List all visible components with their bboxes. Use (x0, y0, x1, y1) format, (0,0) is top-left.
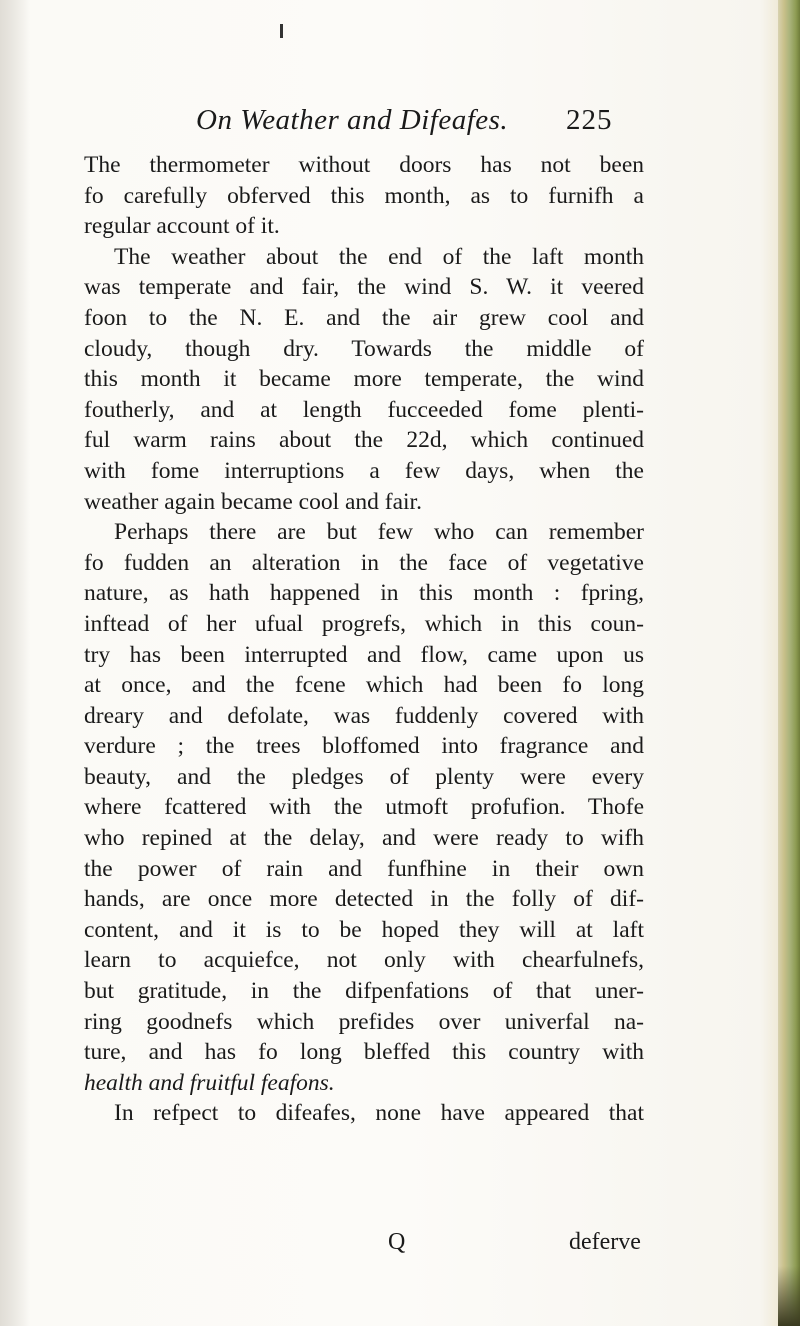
text-line: Perhaps there are but few who can remember (114, 519, 644, 546)
text-line: try has been interrupted and flow, came upon us (84, 641, 644, 668)
text-line: with fome interruptions a few days, when the (84, 457, 644, 484)
text-line: regular account of it. (84, 213, 280, 240)
text-line: but gratitude, in the difpenfations of that uner- (84, 978, 644, 1005)
text-line: foon to the N. E. and the air grew cool and (84, 304, 644, 331)
text-line: nature, as hath happened in this month : fpring, (84, 580, 644, 607)
text-line: learn to acquiefce, not only with chearfulnefs, (84, 947, 644, 974)
signature-mark: Q (388, 1229, 406, 1255)
text-line: ful warm rains about the 22d, which continued (84, 427, 644, 454)
text-line: content, and it is to be hoped they will at laft (84, 916, 644, 943)
page-edge-shadow (0, 0, 30, 1326)
gutter-shadow (778, 1266, 800, 1326)
top-margin-mark (280, 24, 283, 38)
text-line: cloudy, though dry. Towards the middle of (84, 335, 644, 362)
catchword: deferve (569, 1229, 641, 1255)
running-title: On Weather and Difeafes. (196, 104, 509, 136)
running-head (0, 104, 800, 144)
text-line: where fcattered with the utmoft profufion. Thofe (84, 794, 644, 821)
text-line: The thermometer without doors has not been (84, 152, 644, 178)
text-line-italic (84, 1068, 644, 1099)
italic-phrase: health and fruitful feafons. (84, 1069, 335, 1096)
text-line: In refpect to difeafes, none have appeared that (114, 1100, 644, 1127)
text-line: hands, are once more detected in the folly of dif- (84, 886, 644, 913)
text-line: fo carefully obferved this month, as to furnifh a (84, 182, 644, 209)
text-line: this month it became more temperate, the wind (84, 366, 644, 393)
text-line: inftead of her ufual progrefs, which in this coun- (84, 610, 644, 637)
text-line: the power of rain and funfhine in their own (84, 855, 644, 882)
text-line: foutherly, and at length fucceeded fome plenti- (84, 396, 644, 423)
page-footer (0, 1229, 800, 1263)
text-line: beauty, and the pledges of plenty were every (84, 763, 644, 790)
text-line: ture, and has fo long bleffed this country with (84, 1039, 644, 1066)
text-line: who repined at the delay, and were ready to wifh (84, 825, 644, 852)
text-line: weather again became cool and fair. (84, 488, 422, 515)
text-line: verdure ; the trees bloffomed into fragrance and (84, 733, 644, 760)
text-line: The weather about the end of the laft month (114, 243, 644, 270)
text-line: at once, and the fcene which had been fo long (84, 672, 644, 699)
body-text (84, 150, 644, 1129)
text-line: dreary and defolate, was fuddenly covered with (84, 702, 644, 729)
book-gutter-edge (778, 0, 800, 1326)
text-line: was temperate and fair, the wind S. W. it veered (84, 274, 644, 301)
page-number: 225 (566, 104, 613, 136)
text-line: fo fudden an alteration in the face of vegetative (84, 549, 644, 576)
text-line: ring goodnefs which prefides over univerfal na- (84, 1008, 644, 1035)
